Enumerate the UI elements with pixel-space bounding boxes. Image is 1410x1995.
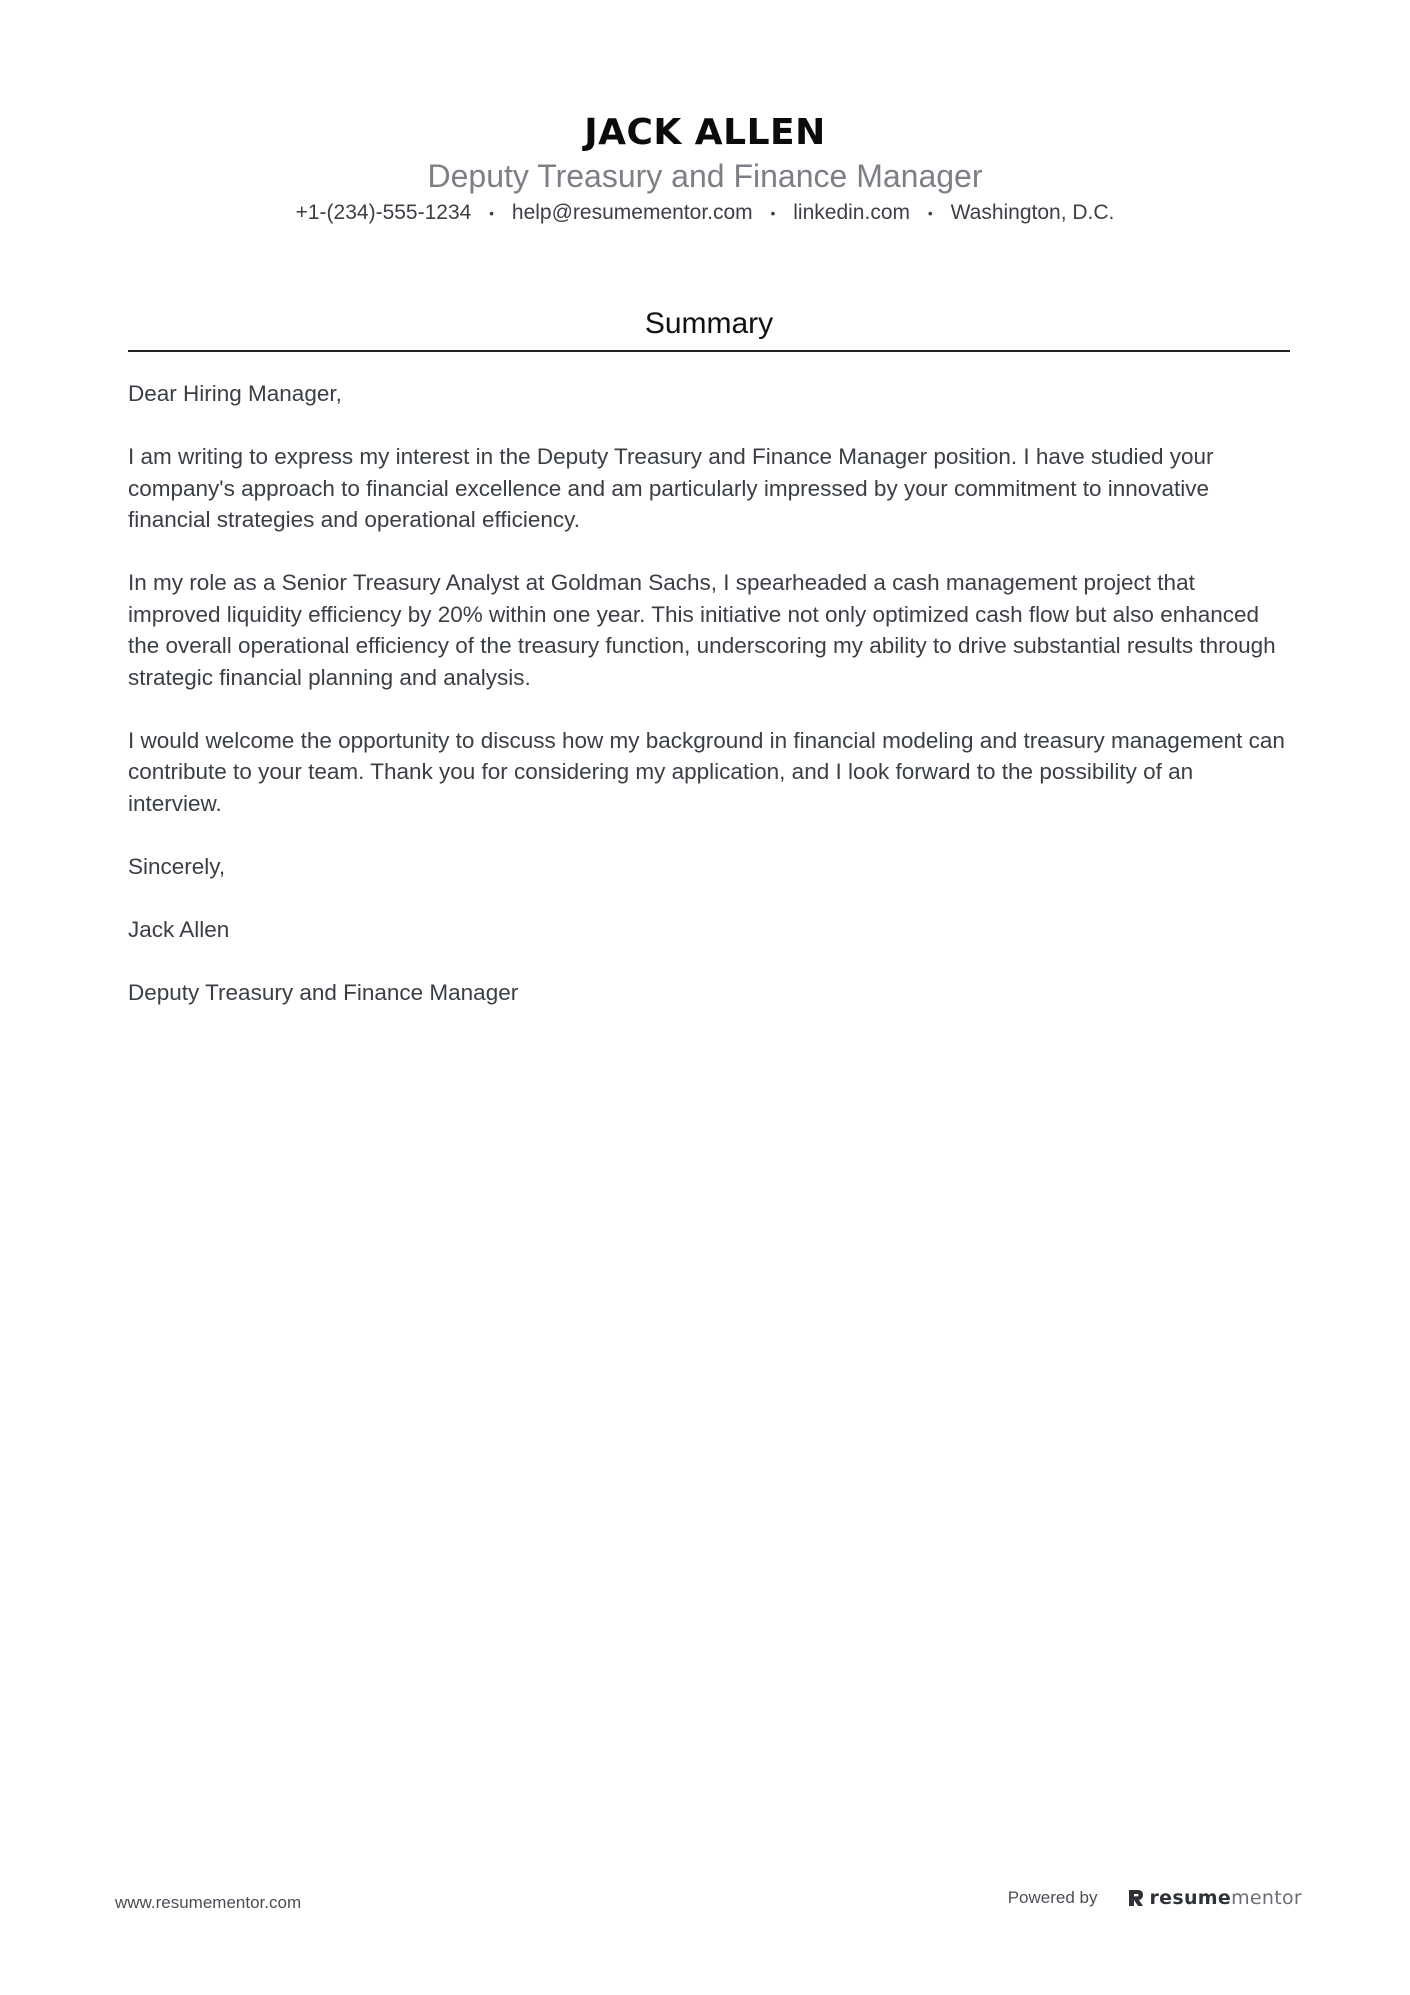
brand-wordmark: [1149, 1887, 1302, 1909]
resumementor-logo-icon: [1127, 1888, 1145, 1908]
section-divider: [128, 350, 1290, 352]
contact-linkedin[interactable]: linkedin.com: [793, 201, 910, 224]
brand-logo-link[interactable]: [1127, 1887, 1302, 1909]
section-title-summary: Summary: [644, 307, 774, 340]
signature-name: Jack Allen: [128, 916, 230, 942]
candidate-role: Deputy Treasury and Finance Manager: [427, 158, 983, 194]
contact-phone: +1-(234)-555-1234: [295, 201, 472, 224]
contact-location: Washington, D.C.: [950, 201, 1115, 224]
powered-by-label: Powered by: [1007, 1888, 1098, 1907]
footer-website[interactable]: www.resumementor.com: [115, 1893, 302, 1912]
letter-body: [128, 378, 1290, 1040]
letter-greeting: Dear Hiring Manager,: [128, 381, 342, 406]
contact-line: [0, 198, 1410, 228]
signature-title: Deputy Treasury and Finance Manager: [128, 979, 519, 1005]
brand-wordmark-strong: resume: [1149, 1887, 1232, 1909]
letter-paragraph: I am writing to express my interest in the Deputy Treasury and Finance Manager position. I have studied your company's approach to financial excellence and am particularly impressed by your commitment to innovative financial strategies and operational efficiency.: [128, 444, 1214, 532]
letter-paragraph: I would welcome the opportunity to discuss how my background in financial modeling and treasury management can contribute to your team. Thank you for considering my application, and I look forward to the possibility of an interview.: [128, 727, 1285, 816]
candidate-name: JACK ALLEN: [584, 112, 826, 153]
contact-email[interactable]: help@resumementor.com: [511, 201, 753, 224]
brand-wordmark-light: mentor: [1231, 1887, 1302, 1909]
contact-separator: •: [770, 205, 776, 222]
contact-separator: •: [927, 205, 933, 222]
contact-separator: •: [489, 205, 495, 222]
letter-header: [0, 112, 1410, 228]
letter-closing: Sincerely,: [128, 853, 226, 879]
letter-paragraph: In my role as a Senior Treasury Analyst at Goldman Sachs, I spearheaded a cash management project that improved liquidity efficiency by 20% within one year. This initiative not only optimized cash flow but also enhanced the overall operational efficiency of the treasury function, underscoring my ability to drive substantial results through strategic financial planning and analysis.: [128, 570, 1276, 690]
footer-branding: [1008, 1887, 1302, 1909]
